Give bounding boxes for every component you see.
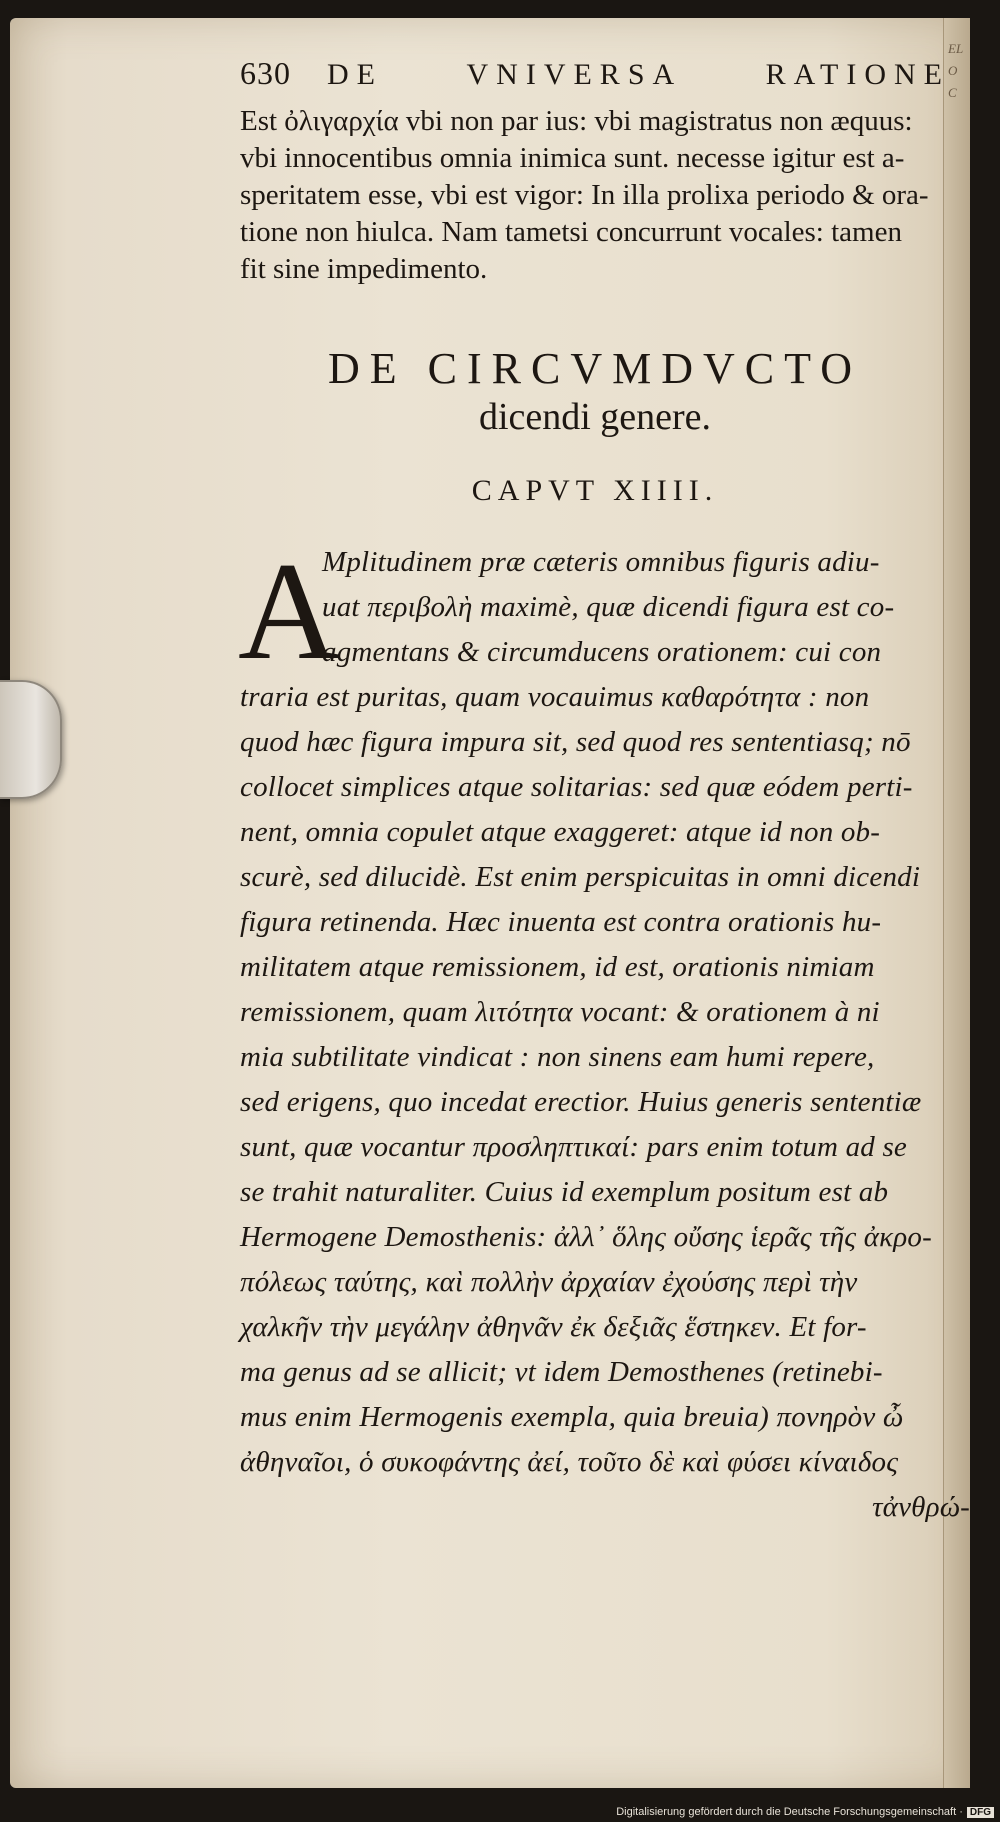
- section-title: DE CIRCVMDVCTO: [327, 344, 862, 393]
- text-line: mus enim Hermogenis exempla, quia breuia) πονηρὸν ὦ: [240, 1401, 904, 1433]
- text-line: collocet simplices atque solitarias: sed quæ eódem perti-: [240, 771, 913, 803]
- text-line: sunt, quæ vocantur προσληπτικαί: pars enim totum ad se: [240, 1131, 907, 1163]
- text-line: Hermogene Demosthenis: ἀλλ᾽ ὅλης οὔσης ἱερᾶς τῆς ἀκρο-: [240, 1221, 932, 1253]
- text-line: πόλεως ταύτης, καὶ πολλὴν ἀρχαίαν ἐχούσης περὶ τὴν: [240, 1266, 858, 1298]
- running-head-word: DE: [327, 58, 383, 91]
- chapter-heading: CAPVT XIIII.: [471, 474, 719, 507]
- text-line: traria est puritas, quam vocauimus καθαρότητα : non: [240, 681, 870, 713]
- page-number: 630: [240, 55, 291, 91]
- text-line: se trahit naturaliter. Cuius id exemplum positum est ab: [240, 1176, 889, 1208]
- text-line: scurè, sed dilucidè. Est enim perspicuitas in omni dicendi: [240, 861, 921, 893]
- text-line: vbi innocentibus omnia inimica sunt. necesse igitur est a-: [240, 142, 905, 174]
- drop-cap: A: [238, 534, 340, 689]
- running-head-word: VNIVERSA: [466, 58, 683, 91]
- text-line: ma genus ad se allicit; vt idem Demosthenes (retinebi-: [240, 1356, 883, 1388]
- page-content: [240, 55, 980, 1530]
- text-line: tione non hiulca. Nam tametsi concurrunt vocales: tamen: [240, 216, 902, 248]
- running-head-word: RATIONE: [765, 58, 950, 91]
- text-line: Mplitudinem præ cæteris omnibus figuris adiu-: [322, 546, 880, 578]
- text-line: Est ὀλιγαρχία vbi non par ius: vbi magistratus non æquus:: [240, 105, 913, 137]
- text-line: speritatem esse, vbi est vigor: In illa prolixa periodo & ora-: [240, 179, 929, 211]
- text-line: fit sine impedimento.: [240, 253, 488, 285]
- text-line: mia subtilitate vindicat : non sinens eam humi repere,: [240, 1041, 875, 1073]
- text-line: agmentans & circumducens orationem: cui con: [322, 636, 882, 668]
- section-subtitle: dicendi genere.: [478, 396, 712, 438]
- text-line: uat περιβολὴ maximè, quæ dicendi figura est co-: [322, 591, 895, 623]
- chapter-body: [238, 534, 980, 1530]
- continuation-paragraph: [240, 103, 980, 288]
- text-line: nent, omnia copulet atque exaggeret: atque id non ob-: [240, 816, 881, 848]
- text-line: remissionem, quam λιτότητα vocant: & orationem à ni: [240, 996, 880, 1028]
- digitization-credit: [616, 1806, 994, 1818]
- dfg-logo: DFG: [967, 1807, 994, 1818]
- text-line: ἀθηναῖοι, ὁ συκοφάντης ἀεί, τοῦτο δὲ καὶ φύσει κίναιδος: [240, 1446, 899, 1478]
- catchword: τἀνθρώ-: [872, 1491, 970, 1523]
- page-clip: [0, 680, 62, 799]
- text-line: sed erigens, quo incedat erectior. Huius generis sententiæ: [240, 1086, 922, 1118]
- text-line: militatem atque remissionem, id est, orationis nimiam: [240, 951, 875, 983]
- credit-text: Digitalisierung gefördert durch die Deutsche Forschungsgemeinschaft ·: [616, 1806, 963, 1818]
- next-page-edge-text: ELOC: [948, 41, 964, 100]
- text-line: quod hæc figura impura sit, sed quod res sententiasq; nō: [240, 726, 911, 758]
- running-head-title: [327, 58, 980, 92]
- running-head: [240, 55, 980, 103]
- text-line: figura retinenda. Hæc inuenta est contra orationis hu-: [240, 906, 882, 938]
- text-line: χαλκῆν τὴν μεγάλην ἀθηνᾶν ἐκ δεξιᾶς ἕστηκεν. Et for-: [240, 1311, 867, 1343]
